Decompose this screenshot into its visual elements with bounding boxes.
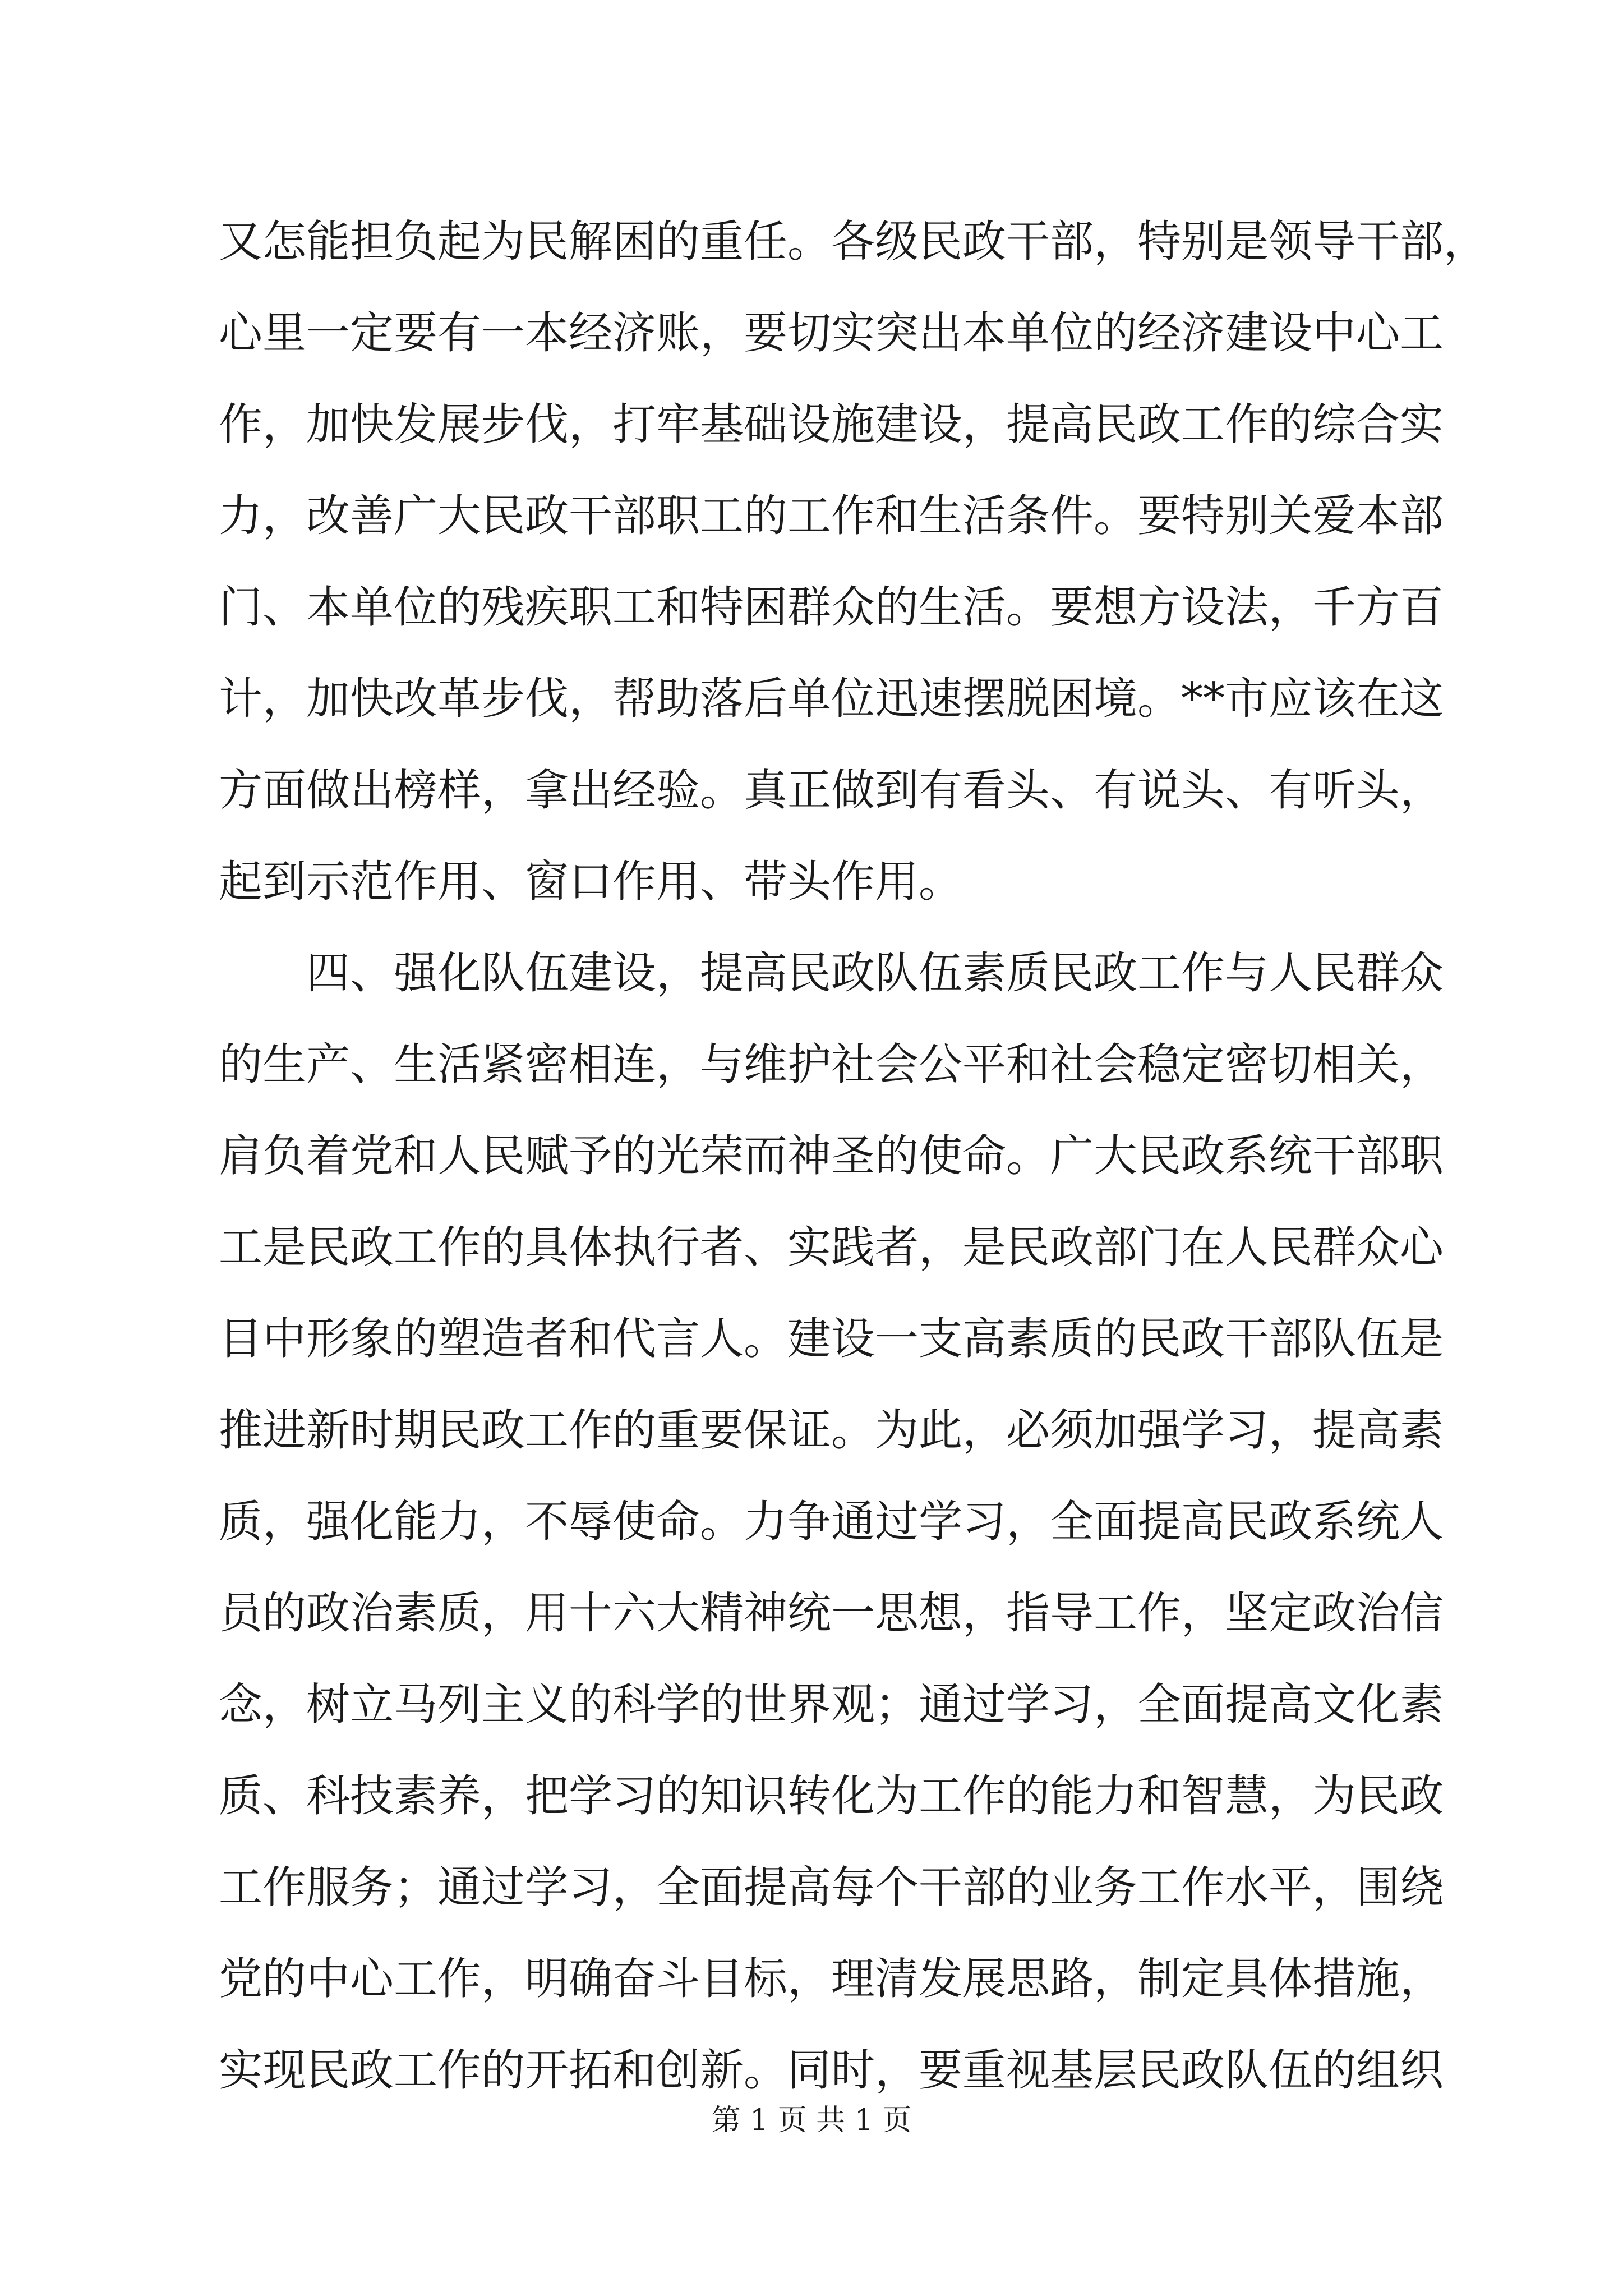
text-line: 目中形象的塑造者和代言人。建设一支高素质的民政干部队伍是 [219, 1314, 1444, 1364]
text-line: 实现民政工作的开拓和创新。同时，要重视基层民政队伍的组织 [219, 2045, 1444, 2096]
text-line: 作，加快发展步伐，打牢基础设施建设，提高民政工作的综合实 [219, 399, 1444, 450]
text-line: 肩负着党和人民赋予的光荣而神圣的使命。广大民政系统干部职 [219, 1131, 1444, 1181]
page-footer: 第 1 页 共 1 页 [711, 2104, 912, 2137]
text-line: 员的政治素质，用十六大精神统一思想，指导工作，坚定政治信 [219, 1588, 1444, 1639]
text-line: 门、本单位的残疾职工和特困群众的生活。要想方设法，千方百 [219, 582, 1444, 633]
text-line: 工作服务；通过学习，全面提高每个干部的业务工作水平，围绕 [219, 1862, 1444, 1913]
text-line: 的生产、生活紧密相连，与维护社会公平和社会稳定密切相关， [219, 1039, 1444, 1090]
text-line: 计，加快改革步伐，帮助落后单位迅速摆脱困境。**市应该在这 [219, 674, 1444, 724]
text-line: 四、强化队伍建设，提高民政队伍素质民政工作与人民群众 [219, 948, 1444, 999]
text-line: 党的中心工作，明确奋斗目标，理清发展思路，制定具体措施， [219, 1954, 1444, 2004]
document-body [219, 196, 1488, 2116]
text-line: 质、科技素养，把学习的知识转化为工作的能力和智慧，为民政 [219, 1771, 1444, 1821]
text-line: 工是民政工作的具体执行者、实践者，是民政部门在人民群众心 [219, 1222, 1444, 1273]
text-line: 念，树立马列主义的科学的世界观；通过学习，全面提高文化素 [219, 1680, 1444, 1730]
text-line: 又怎能担负起为民解困的重任。各级民政干部，特别是领导干部， [219, 217, 1488, 267]
text-line: 心里一定要有一本经济账，要切实突出本单位的经济建设中心工 [219, 308, 1444, 358]
text-line: 质，强化能力，不辱使命。力争通过学习，全面提高民政系统人 [219, 1497, 1444, 1547]
text-line: 起到示范作用、窗口作用、带头作用。 [219, 857, 963, 907]
text-line: 推进新时期民政工作的重要保证。为此，必须加强学习，提高素 [219, 1405, 1444, 1456]
text-line: 力，改善广大民政干部职工的工作和生活条件。要特别关爱本部 [219, 491, 1444, 541]
text-line: 方面做出榜样，拿出经验。真正做到有看头、有说头、有听头， [219, 765, 1444, 816]
